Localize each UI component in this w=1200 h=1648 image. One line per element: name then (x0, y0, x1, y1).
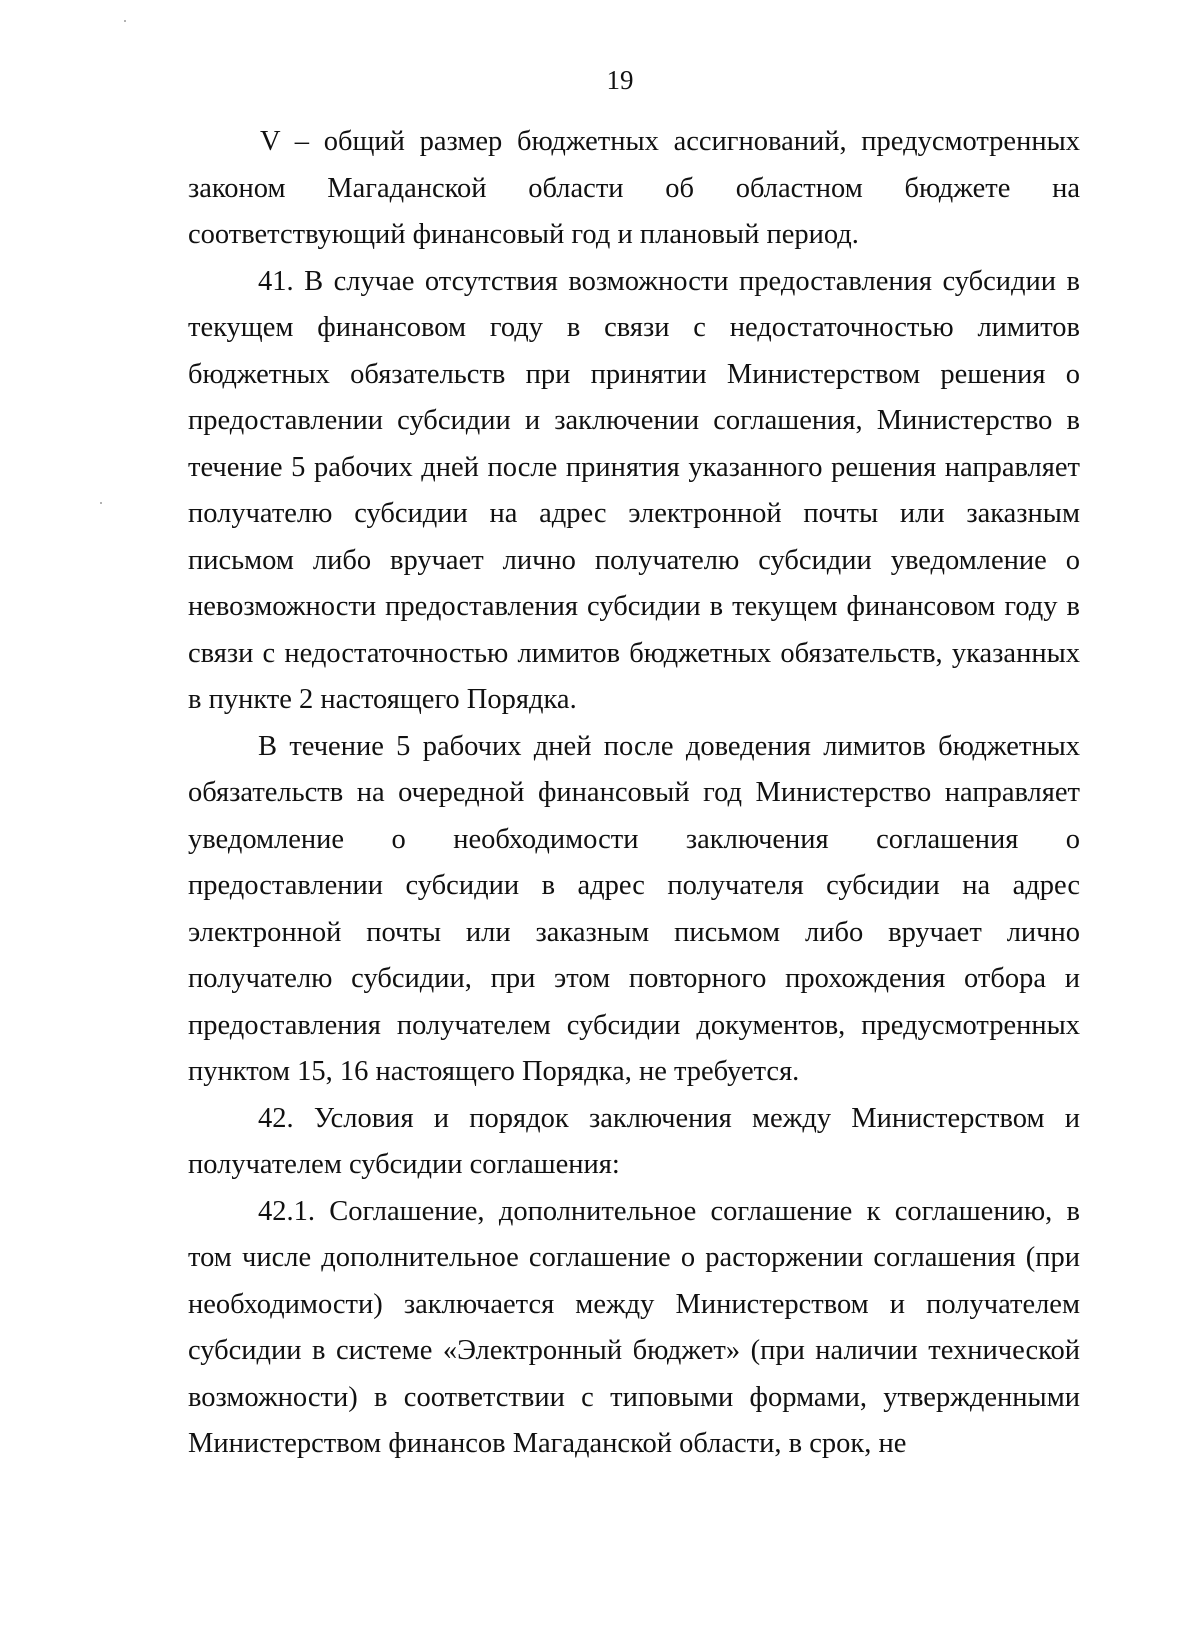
body-text (188, 119, 1080, 1468)
paragraph-42: 42. Условия и порядок заключения между Министерством и получателем субсидии соглашения: (188, 1102, 1080, 1180)
paragraph-41-continued: В течение 5 рабочих дней после доведения лимитов бюджетных обязательств на очередной финансовый год Министерство направляет уведомление о необходимости заключения соглашения о предоставлении субсидии в адрес получателя субсидии на адрес электронной почты или заказным письмом либо вручает лично получателю субсидии, при этом повторного прохождения отбора и предоставления получателем субсидии документов, предусмотренных пунктом 15, 16 настоящего Порядка, не требуется. (188, 730, 1080, 1087)
scan-speck (124, 20, 126, 22)
paragraph-42-1: 42.1. Соглашение, дополнительное соглашение к соглашению, в том числе дополнительное соглашение о расторжении соглашения (при необходимости) заключается между Министерством и получателем субсидии в системе «Электронный бюджет» (при наличии технической возможности) в соответствии с типовыми формами, утвержденными Министерством финансов Магаданской области, в срок, не (188, 1195, 1080, 1459)
paragraph-v-definition: V – общий размер бюджетных ассигнований, предусмотренных законом Магаданской области об областном бюджете на соответствующий финансовый год и плановый период. (188, 126, 1080, 250)
scan-speck (100, 502, 102, 504)
page-number: 19 (606, 65, 634, 95)
paragraph-41: 41. В случае отсутствия возможности предоставления субсидии в текущем финансовом году в связи с недостаточностью лимитов бюджетных обязательств при принятии Министерством решения о предоставлении субсидии и заключении соглашения, Министерство в течение 5 рабочих дней после принятия указанного решения направляет получателю субсидии на адрес электронной почты или заказным письмом либо вручает лично получателю субсидии уведомление о невозможности предоставления субсидии в текущем финансовом году в связи с недостаточностью лимитов бюджетных обязательств, указанных в пункте 2 настоящего Порядка. (188, 265, 1080, 715)
